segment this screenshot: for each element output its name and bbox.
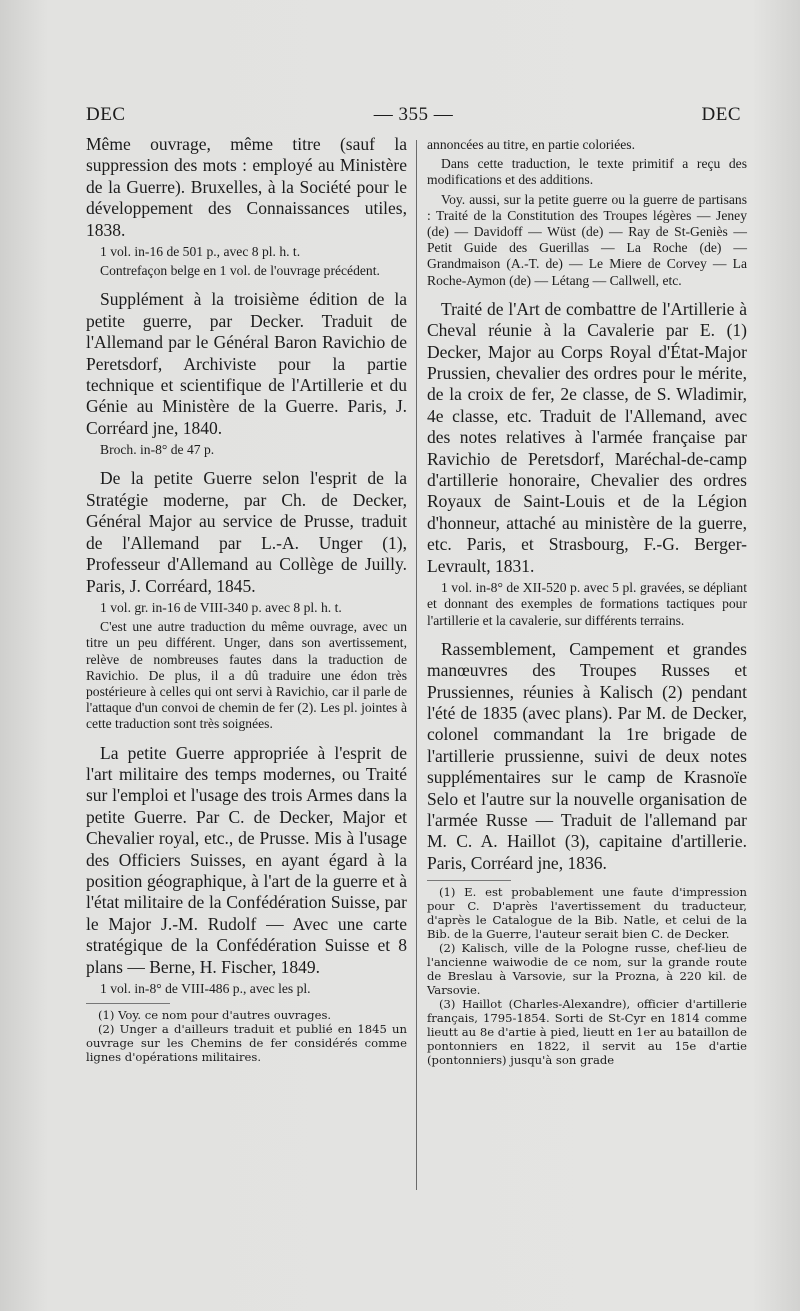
entry-text: La petite Guerre appropriée à l'esprit de l'art militaire des temps modernes, ou Traité sur l'emploi et l'usage des trois Armes dans la petite Guerre. Par C. de Decker, Major et Chevalier royal, etc., de Prusse. Mis à l'usage des Officiers Suisses, en ayant égard à la position géographique, à l'art de la guerre et à l'état militaire de la Confédération Suisse, par le Major J.-M. Rudolf — Avec une carte stratégique de la Confédération Suisse et 8 plans — Berne, H. Fischer, 1849.: [86, 742, 407, 977]
entry-note: 1 vol. in-8° de VIII-486 p., avec les pl.: [100, 981, 311, 997]
entry-note: 1 vol. in-16 de 501 p., avec 8 pl. h. t.: [100, 244, 301, 260]
entry-text: Même ouvrage, même titre (sauf la suppression des mots : employé au Ministère de la Guerre). Bruxelles, à la Société pour le développement des Connaissances utiles, 1838.: [86, 134, 407, 240]
footnote: (1) E. est probablement une faute d'impression pour C. D'après l'avertissement du traducteur, d'après le Catalogue de la Bib. Natle, et celui de la Bib. de la Guerre, l'auteur serait bien C. de Decker.: [427, 885, 747, 942]
footnote-rule: [86, 1003, 170, 1004]
entry-note: 1 vol. in-8° de XII-520 p. avec 5 pl. gravées, se dépliant et donnant des exemples de formations tactiques pour l'artillerie et la cavalerie, sur différents terrains.: [427, 580, 747, 628]
entry-text: Rassemblement, Campement et grandes manœuvres des Troupes Russes et Prussiennes, réunies à Kalisch (2) pendant l'été de 1835 (avec plans). Par M. de Decker, colonel commandant la 1re brigade de l'artillerie prussienne, suivi de deux notes supplémentaires sur le camp de Krasnoïe Selo et l'autre sur la nouvelle organisation de l'armée Russe — Traduit de l'allemand par M. C. A. Haillot (3), capitaine d'artillerie. Paris, Corréard jne, 1836.: [427, 638, 747, 873]
entry-note: Dans cette traduction, le texte primitif a reçu des modifications et des additions.: [427, 156, 747, 188]
entry-text: De la petite Guerre selon l'esprit de la Stratégie moderne, par Ch. de Decker, Général Major au service de Prusse, traduit de l'Allemand par L.-A. Unger (1), Professeur d'Allemand au Collège de Juilly. Paris, J. Corréard, 1845.: [86, 468, 407, 596]
entry-note: Voy. aussi, sur la petite guerre ou la guerre de partisans : Traité de la Constitution des Troupes légères — Jeney (de) — Davidoff — Wüst (de) — Ray de St-Geniès — Petit Guide des Guerillas — La Roche (de) — Grandmaison (A.-T. de) — Le Miere de Corvey — La Roche-Aymon (de) — Létang — Callwell, etc.: [427, 191, 747, 288]
footnote: (2) Kalisch, ville de la Pologne russe, chef-lieu de l'ancienne waiwodie de ce nom, sur la grande route de Breslau à Varsovie, sur la Prozna, à 220 kil. de Varsovie.: [427, 941, 747, 998]
footnote: (1) Voy. ce nom pour d'autres ouvrages.: [98, 1008, 332, 1023]
column-divider: [416, 140, 417, 1190]
entry-text: Supplément à la troisième édition de la petite guerre, par Decker. Traduit de l'Allemand par le Général Baron Ravichio de Peretsdorf, Archiviste pour la partie technique et scientifique de l'Artillerie et du Génie au Ministère de la Guerre. Paris, J. Corréard jne, 1840.: [86, 289, 407, 438]
page-number: — 355 —: [373, 104, 454, 125]
footnote-rule: [427, 880, 511, 881]
entry-note: Broch. in-8° de 47 p.: [100, 442, 215, 458]
footnote: (3) Haillot (Charles-Alexandre), officier d'artillerie français, 1795-1854. Sorti de St-Cyr en 1814 comme lieutt au 8e d'artie à pied, lieutt en 1er au bataillon de pontonniers en 1822, il servit au 15e d'artie (pontonniers) jusqu'à son grade: [427, 997, 747, 1068]
right-column: [427, 134, 747, 1067]
header-right-word: DEC: [701, 104, 741, 125]
entry-text: Traité de l'Art de combattre de l'Artillerie à Cheval réunie à la Cavalerie par E. (1) Decker, Major au Corps Royal d'État-Major Prussien, chevalier des ordres pour le mérite, de la croix de fer, 2e classe, de S. Wladimir, 4e classe, etc. Traduit de l'Allemand, avec des notes relatives à l'armée française par Ravichio de Peretsdorf, Maréchal-de-camp d'artillerie honoraire, Chevalier des ordres Royaux de Saint-Louis et de la Légion d'honneur, attaché au ministère de la guerre, etc. Paris, et Strasbourg, F.-G. Berger-Levrault, 1831.: [427, 298, 747, 576]
header-left-word: DEC: [86, 104, 126, 125]
running-header: [86, 104, 741, 130]
left-column: [86, 134, 407, 1064]
entry-note: annoncées au titre, en partie coloriées.: [427, 137, 635, 152]
entry-note: Contrefaçon belge en 1 vol. de l'ouvrage précédent.: [100, 263, 380, 279]
entry-note: C'est une autre traduction du même ouvrage, avec un titre un peu différent. Unger, dans son avertissement, relève de nombreuses fautes dans la traduction de Ravichio. De plus, il a dû traduire une édon très postérieure à celles qui ont servi à Ravichio, car il parle de l'attaque d'un convoi de chemin de fer (2). Les pl. jointes à cette traduction sont très soignées.: [86, 619, 407, 732]
footnote: (2) Unger a d'ailleurs traduit et publié en 1845 un ouvrage sur les Chemins de fer considérés comme lignes d'opérations militaires.: [86, 1022, 407, 1065]
entry-note: 1 vol. gr. in-16 de VIII-340 p. avec 8 pl. h. t.: [100, 599, 342, 615]
